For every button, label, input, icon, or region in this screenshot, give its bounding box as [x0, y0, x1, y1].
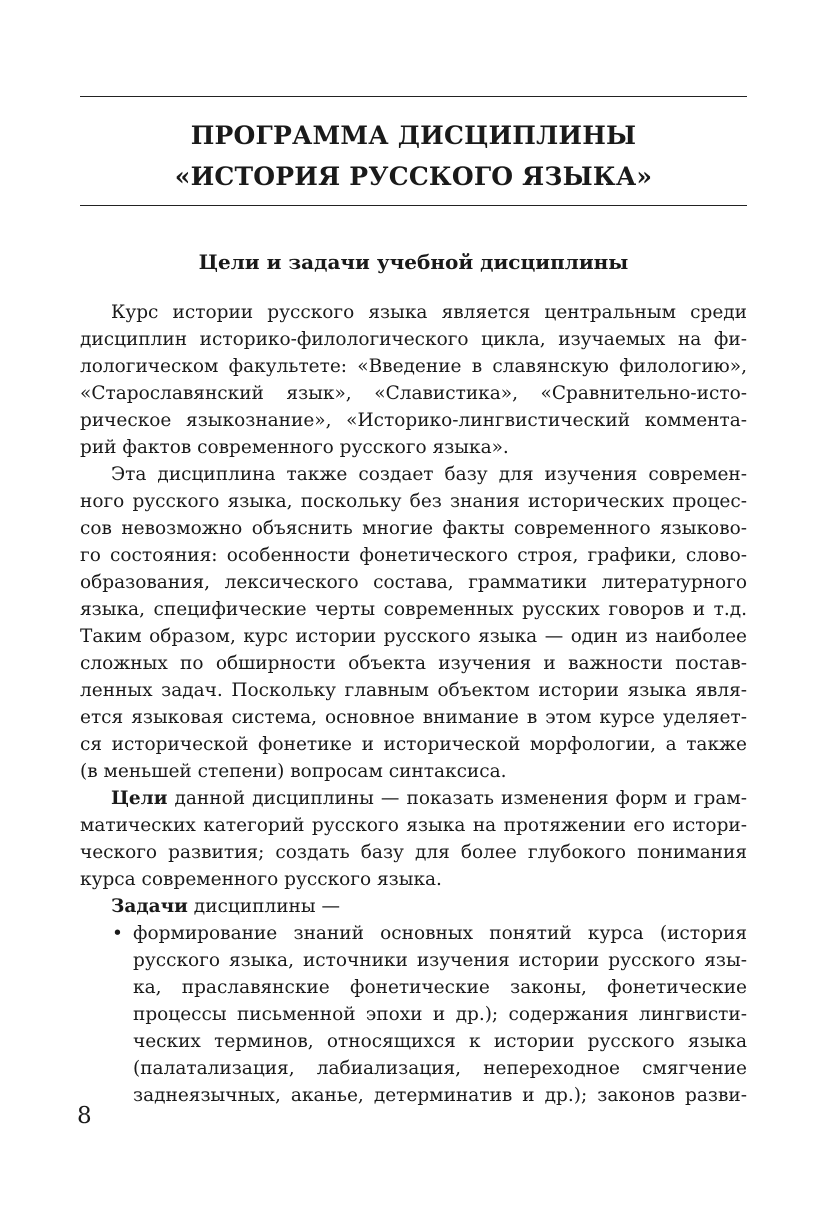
text-line: (в меньшей степени) вопросам синтаксиса.: [80, 761, 507, 782]
text-line: «Старославянский язык», «Славистика», «Сравнительно-исто-: [80, 383, 747, 404]
text-line: [111, 785, 747, 812]
text-line: лологическом факультете: «Введение в славянскую филологию»,: [80, 356, 747, 377]
text-line: курса современного русского языка.: [80, 869, 442, 890]
list-item-line: (палатализация, лабиализация, непереходное смягчение: [133, 1058, 747, 1079]
goals-label: Цели: [111, 788, 168, 809]
tasks-label: Задачи: [111, 896, 188, 917]
list-item-line: процессы письменной эпохи и др.); содержания лингвисти-: [133, 1004, 747, 1025]
text-line: Таким образом, курс истории русского языка — один из наиболее: [80, 626, 747, 647]
text-line: [111, 893, 747, 920]
list-item-line: формирование знаний основных понятий курса (история: [133, 923, 747, 944]
list-item-line: ческих терминов, относящихся к истории русского языка: [133, 1031, 747, 1052]
text-line: рическое языкознание», «Историко-лингвистический коммента-: [80, 410, 747, 431]
section-heading: Цели и задачи учебной дисциплины: [198, 250, 629, 274]
text-line: Эта дисциплина также создает базу для изучения современ-: [111, 464, 747, 485]
text-line: ческого развития; создать базу для более глубокого понимания: [80, 842, 747, 863]
list-item-line: ка, праславянские фонетические законы, фонетические: [133, 977, 747, 998]
bottom-rule: [80, 205, 747, 206]
page-number: 8: [77, 1103, 92, 1129]
text-line: сложных по обширности объекта изучения и важности постав-: [80, 653, 747, 674]
list-item-line: заднеязычных, аканье, детерминатив и др.); законов разви-: [133, 1085, 747, 1106]
text-line: дисциплин историко-филологического цикла, изучаемых на фи-: [80, 329, 747, 350]
text-line: го состояния: особенности фонетического строя, графики, слово-: [80, 545, 747, 566]
text-line: ется языковая система, основное внимание в этом курсе уделяет-: [80, 707, 747, 728]
list-item-line: русского языка, источники изучения истории русского язы-: [133, 950, 747, 971]
bullet-icon: •: [112, 923, 123, 944]
text-line: языка, специфические черты современных русских говоров и т.д.: [80, 599, 747, 620]
text-line: ного русского языка, поскольку без знания исторических процес-: [80, 491, 747, 512]
text-line: матических категорий русского языка на протяжении его истори-: [80, 815, 747, 836]
page-title-line-1: ПРОГРАММА ДИСЦИПЛИНЫ: [190, 121, 637, 150]
goals-text: данной дисциплины — показать изменения форм и грам-: [167, 788, 747, 809]
text-line: образования, лексического состава, грамматики литературного: [80, 572, 747, 593]
page-title-line-2: «ИСТОРИЯ РУССКОГО ЯЗЫКА»: [174, 162, 653, 191]
text-line: ленных задач. Поскольку главным объектом истории языка явля-: [80, 680, 747, 701]
text-line: сов невозможно объяснить многие факты современного языково-: [80, 518, 747, 539]
tasks-text: дисциплины —: [187, 896, 340, 917]
top-rule: [80, 96, 747, 97]
text-line: Курс истории русского языка является центральным среди: [111, 302, 747, 323]
text-line: рий фактов современного русского языка».: [80, 437, 509, 458]
text-line: ся исторической фонетике и исторической морфологии, а также: [80, 734, 747, 755]
